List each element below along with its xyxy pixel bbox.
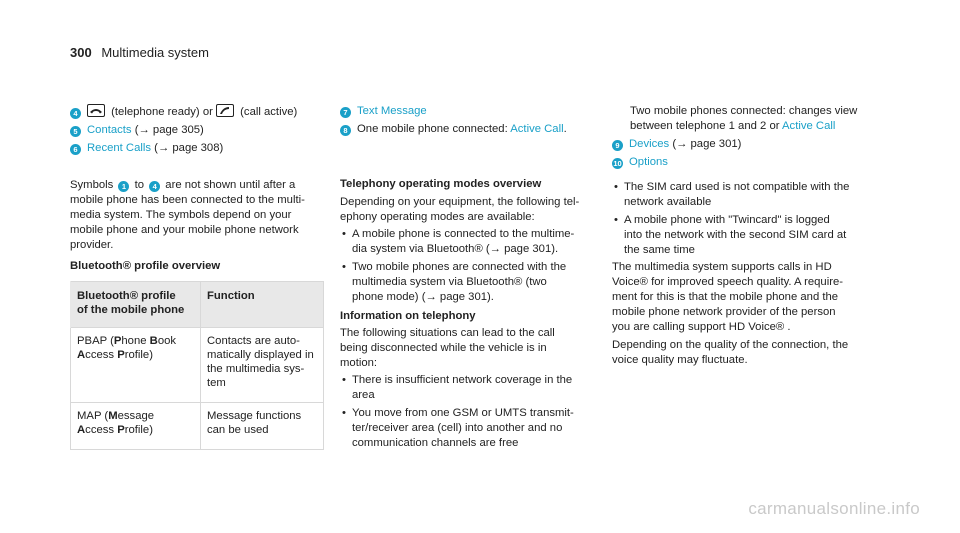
callout-badge: 6	[70, 144, 81, 155]
telephone-icon	[87, 104, 105, 117]
table-cell: Contacts are auto- matically displayed in the multimedia sys- tem	[201, 328, 324, 403]
list-item: 6 Recent Calls (→ page 308)	[70, 141, 330, 156]
recent-calls-link[interactable]: Recent Calls	[87, 142, 152, 154]
active-call-link[interactable]: Active Call	[510, 123, 564, 135]
modes-paragraph: Depending on your equipment, the following tel- ephony operating modes are available:	[340, 196, 580, 223]
table-cell: Message functions can be used	[201, 403, 324, 450]
column-3	[612, 104, 882, 368]
callout-badge: 7	[340, 107, 351, 118]
callout-badge: 1	[118, 181, 129, 192]
info-list	[340, 373, 605, 451]
sim-list	[612, 180, 882, 258]
table-row	[71, 403, 324, 450]
table-cell: MAP (Message Access Profile)	[71, 403, 201, 450]
list-item: 5 Contacts (→ page 305)	[70, 123, 330, 138]
list-item: 8 One mobile phone connected: Active Call.	[340, 122, 605, 137]
list-item: • You move from one GSM or UMTS transmit- ter/receiver area (cell) into another and no communication channels are free	[340, 406, 605, 451]
list-item	[612, 155, 882, 170]
list-item: 9 Devices (→ page 301)	[612, 137, 882, 152]
list-item: • There is insufficient network coverage in the area	[340, 373, 605, 403]
voice-quality-paragraph: Depending on the quality of the connection, the voice quality may fluctuate.	[612, 339, 849, 366]
hd-voice-paragraph: The multimedia system supports calls in HD Voice® for improved speech quality. A require- ment for this is that the mobile phone and the mobile phone network provider of the person you are calling support HD Voice® .	[612, 261, 844, 333]
call-active-icon	[216, 104, 234, 117]
table-header-cell: Bluetooth® profile of the mobile phone	[71, 282, 201, 328]
text-message-link[interactable]: Text Message	[357, 105, 427, 117]
page-header	[70, 45, 209, 60]
page-number: 300	[70, 45, 92, 60]
table-header-row	[71, 282, 324, 328]
table-row	[71, 328, 324, 403]
list-item: • Two mobile phones are connected with the multimedia system via Bluetooth® (two phone mode) (→ page 301).	[340, 260, 605, 305]
info-heading: Information on telephony	[340, 310, 476, 322]
modes-list	[340, 227, 605, 305]
callout-badge: 5	[70, 126, 81, 137]
column-2	[340, 104, 605, 451]
list-item: • A mobile phone is connected to the multime- dia system via Bluetooth® (→ page 301).	[340, 227, 605, 257]
info-paragraph: The following situations can lead to the call being disconnected while the vehicle is in motion:	[340, 327, 555, 369]
callout-badge: 8	[340, 125, 351, 136]
bluetooth-profile-table	[70, 281, 324, 450]
callout-badge: 9	[612, 140, 623, 151]
bluetooth-profile-heading: Bluetooth® profile overview	[70, 260, 221, 272]
list-item	[340, 104, 605, 119]
contacts-link[interactable]: Contacts	[87, 124, 132, 136]
watermark: carmanualsonline.info	[748, 499, 920, 518]
options-link[interactable]: Options	[629, 156, 668, 168]
table-cell: PBAP (Phone Book Access Profile)	[71, 328, 201, 403]
devices-link[interactable]: Devices	[629, 138, 670, 150]
table-header-cell: Function	[201, 282, 324, 328]
modes-heading: Telephony operating modes overview	[340, 178, 542, 190]
callout-badge: 4	[149, 181, 160, 192]
list-item: 4 (telephone ready) or (call active)	[70, 104, 330, 120]
page-title: Multimedia system	[101, 45, 209, 60]
callout-badge: 4	[70, 108, 81, 119]
list-item: • The SIM card used is not compatible with the network available	[612, 180, 882, 210]
column-1	[70, 104, 330, 450]
callout-badge: 10	[613, 159, 622, 168]
active-call-link[interactable]: Active Call	[782, 120, 836, 132]
symbols-paragraph: Symbols 1 to 4 are not shown until after a mobile phone has been connected to the multi- media system. The symbols depend on your mobile phone and your mobile phone network provider.	[70, 179, 305, 251]
devices-continuation: Two mobile phones connected: changes view between telephone 1 and 2 or Active Call	[630, 105, 858, 132]
list-item: • A mobile phone with "Twincard" is logged into the network with the second SIM card at the same time	[612, 213, 882, 258]
